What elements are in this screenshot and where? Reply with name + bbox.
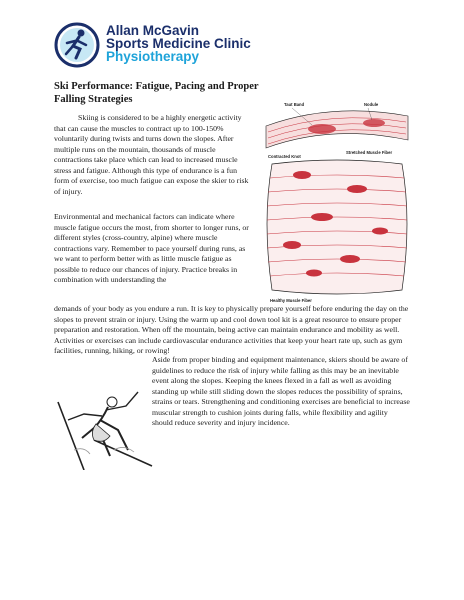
runner-logo-icon bbox=[54, 22, 100, 68]
paragraph-3: demands of your body as you endure a run. It is key to physically prepare yourself before enduring the day on the slopes to prevent strain or injury. Using the warm up and cool down tool kit is a great resource to ensure proper preparation and restoration. When off the mountain, being active can maintain endurance and mobility as well. Activities or exercises can include cardiovascular endurance activities that keep your heart rate up, such as gym facilities, running, hiking, or rowing! bbox=[54, 304, 409, 355]
paragraph-1: Skiing is considered to be a highly energetic activity that can cause the muscles to contract up to 100-150% voluntarily during twists and turns down the slopes. After multiple runs on the mountain, thousands of muscle contractions take place which can lead to increased muscle stress and fatigue. Although this type of endurance is a fun form of exercise, too much fatigue can expose the skier to risk of injury. bbox=[54, 113, 249, 196]
clinic-logo bbox=[54, 22, 314, 68]
paragraph-2: Environmental and mechanical factors can indicate where muscle fatigue occurs the most, from shorter to longer runs, or different styles (cross-country, alpine) where muscle contractions vary. Remember to pace yourself during runs, as we want to perform better with as little muscle fatigue as possible to reduce our chances of injury. Practice breaks in combination with understanding the bbox=[54, 212, 249, 284]
article-title: Ski Performance: Fatigue, Pacing and Proper Falling Strategies bbox=[54, 81, 259, 105]
skier-illustration-icon bbox=[54, 380, 154, 470]
paragraph-4: Aside from proper binding and equipment maintenance, skiers should be aware of guidelines to reduce the risk of injury while falling as this may be an inevitable event along the slopes. Keeping the knees flexed in a fall as well as avoiding standing up while still sliding down the slopes reduces the possibility of sprains, strains or tears. Strengthening and conditioning exercises are beneficial to increase muscular strength to cushion joints during falls, while flexibility and agility should reduce severity and injury incidence. bbox=[152, 355, 410, 427]
label-nodule: Nodule bbox=[364, 102, 379, 107]
label-healthy-fiber: Healthy Muscle Fiber bbox=[270, 298, 312, 303]
clinic-name-line-3: Physiotherapy bbox=[106, 49, 200, 64]
clinic-name-line-2: Sports Medicine Clinic bbox=[106, 36, 251, 51]
clinic-name-line-1: Allan McGavin bbox=[106, 23, 200, 38]
muscle-fiber-diagram bbox=[262, 96, 412, 308]
label-contracted-knot: Contracted Knot bbox=[268, 154, 301, 159]
label-taut-band: Taut Band bbox=[284, 102, 305, 107]
label-stretched-fiber: Stretched Muscle Fiber bbox=[346, 150, 393, 155]
